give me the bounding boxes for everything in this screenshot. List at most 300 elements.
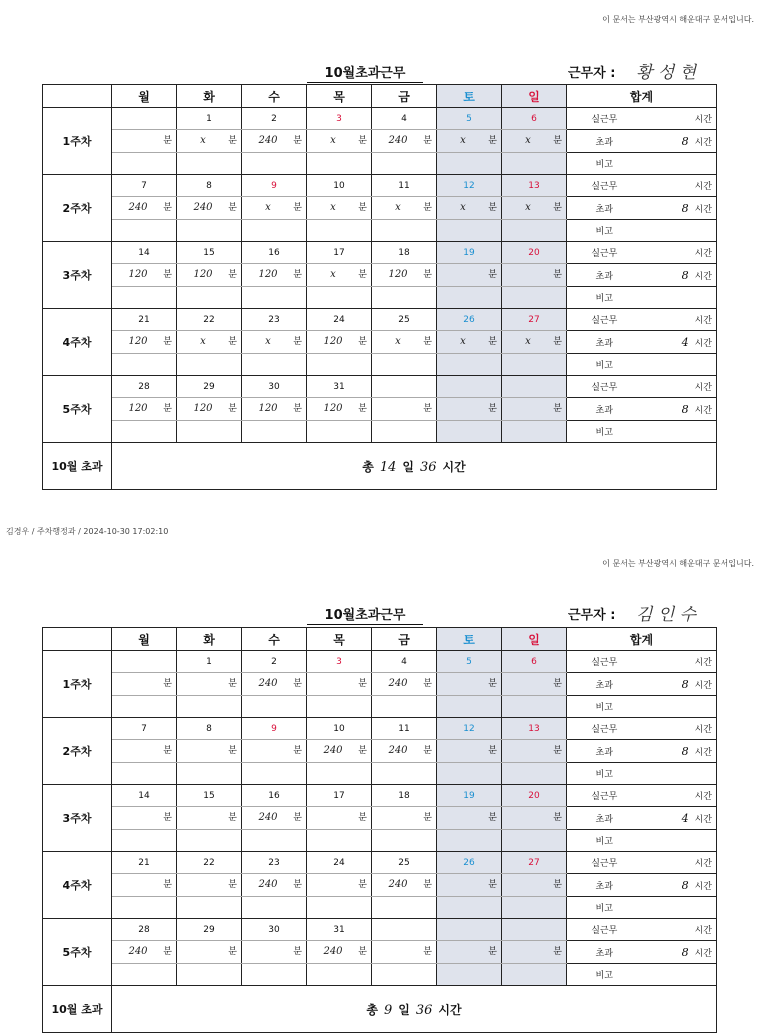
minute-unit: 분 xyxy=(358,337,367,347)
sum-label-note: 비고 xyxy=(567,287,642,309)
handwritten-minutes: x xyxy=(460,336,466,347)
total-days: 14 xyxy=(379,459,397,475)
blank-cell xyxy=(502,696,567,718)
day-number: 2 xyxy=(242,108,307,130)
handwritten-minutes: x xyxy=(265,202,271,213)
minute-unit: 분 xyxy=(358,136,367,146)
day-number: 2 xyxy=(242,651,307,673)
sum-overtime-hours[interactable]: 8 시간 xyxy=(642,130,717,153)
sum-overtime-hours[interactable]: 8 시간 xyxy=(642,740,717,763)
day-number: 20 xyxy=(502,785,567,807)
blank-cell xyxy=(437,421,502,443)
note-cell[interactable] xyxy=(642,153,717,175)
blank-cell xyxy=(242,897,307,919)
minutes-row xyxy=(43,673,717,696)
day-number: 14 xyxy=(112,242,177,264)
day-number: 21 xyxy=(112,852,177,874)
day-number: 7 xyxy=(112,718,177,740)
minutes-cell[interactable] xyxy=(437,941,502,964)
document-notice: 이 문서는 부산광역시 해운대구 문서입니다. xyxy=(602,559,754,568)
minute-unit: 분 xyxy=(358,880,367,890)
minutes-cell[interactable] xyxy=(502,264,567,287)
minutes-cell[interactable] xyxy=(502,197,567,220)
blank-cell xyxy=(112,421,177,443)
day-number: 11 xyxy=(372,175,437,197)
sum-actual-hours: 시간 xyxy=(642,108,717,130)
day-number: 3 xyxy=(307,108,372,130)
day-number: 11 xyxy=(372,718,437,740)
blank-cell xyxy=(112,354,177,376)
minutes-cell[interactable] xyxy=(502,673,567,696)
minute-unit: 분 xyxy=(423,947,432,957)
handwritten-minutes: x xyxy=(200,135,206,146)
day-number: 17 xyxy=(307,242,372,264)
blank-cell xyxy=(242,220,307,242)
day-number: 8 xyxy=(177,175,242,197)
blank-cell xyxy=(502,220,567,242)
sum-overtime-hours[interactable]: 4 시간 xyxy=(642,331,717,354)
handwritten-minutes: x xyxy=(330,135,336,146)
minutes-cell[interactable] xyxy=(437,874,502,897)
minutes-cell[interactable] xyxy=(112,264,177,287)
minute-unit: 분 xyxy=(553,203,562,213)
sum-label-note: 비고 xyxy=(567,763,642,785)
day-number: 8 xyxy=(177,718,242,740)
minutes-cell[interactable] xyxy=(177,673,242,696)
blank-cell xyxy=(242,153,307,175)
minutes-cell[interactable] xyxy=(437,331,502,354)
blank-cell xyxy=(502,354,567,376)
sum-overtime-hours[interactable]: 8 시간 xyxy=(642,398,717,421)
minute-unit: 분 xyxy=(423,337,432,347)
minute-unit: 분 xyxy=(163,337,172,347)
total-summary: 총 9 일 36 시간 xyxy=(112,986,717,1033)
sum-label-note: 비고 xyxy=(567,696,642,718)
blank-cell xyxy=(502,153,567,175)
minute-unit: 분 xyxy=(228,679,237,689)
minute-unit: 분 xyxy=(228,880,237,890)
minute-unit: 분 xyxy=(358,746,367,756)
blank-cell xyxy=(307,830,372,852)
minutes-row xyxy=(43,398,717,421)
minutes-cell[interactable] xyxy=(437,197,502,220)
minute-unit: 분 xyxy=(488,880,497,890)
day-number: 22 xyxy=(177,852,242,874)
minute-unit: 분 xyxy=(553,270,562,280)
minutes-cell[interactable] xyxy=(502,807,567,830)
handwritten-hours: 8 xyxy=(681,878,689,892)
minutes-cell[interactable] xyxy=(242,130,307,153)
minutes-row xyxy=(43,197,717,220)
minutes-row xyxy=(43,130,717,153)
minutes-cell[interactable] xyxy=(242,331,307,354)
blank-cell xyxy=(372,763,437,785)
blank-cell xyxy=(242,354,307,376)
day-number: 4 xyxy=(372,108,437,130)
minutes-cell[interactable] xyxy=(177,941,242,964)
handwritten-minutes: x xyxy=(330,202,336,213)
minutes-cell[interactable] xyxy=(437,398,502,421)
day-number: 28 xyxy=(112,919,177,941)
minutes-cell[interactable] xyxy=(437,673,502,696)
minutes-cell[interactable] xyxy=(177,398,242,421)
blank-cell xyxy=(242,964,307,986)
minute-unit: 분 xyxy=(293,947,302,957)
day-number: 27 xyxy=(502,852,567,874)
blank-cell xyxy=(502,287,567,309)
minute-unit: 분 xyxy=(423,270,432,280)
minutes-cell[interactable] xyxy=(242,673,307,696)
minute-unit: 분 xyxy=(228,746,237,756)
handwritten-minutes: x xyxy=(395,336,401,347)
handwritten-minutes: 120 xyxy=(128,269,148,280)
day-number: 31 xyxy=(307,919,372,941)
sum-overtime-hours[interactable]: 8 시간 xyxy=(642,673,717,696)
week-label: 4주차 xyxy=(43,309,112,376)
minutes-cell[interactable] xyxy=(112,331,177,354)
minutes-cell[interactable] xyxy=(177,807,242,830)
blank-cell xyxy=(177,964,242,986)
day-number: 26 xyxy=(437,852,502,874)
handwritten-minutes: x xyxy=(525,336,531,347)
minutes-cell[interactable] xyxy=(502,740,567,763)
day-number: 30 xyxy=(242,919,307,941)
handwritten-minutes: 240 xyxy=(258,678,278,689)
minutes-cell[interactable] xyxy=(177,197,242,220)
minutes-cell[interactable] xyxy=(372,673,437,696)
day-number: 23 xyxy=(242,852,307,874)
minutes-cell[interactable] xyxy=(242,264,307,287)
minute-unit: 분 xyxy=(293,746,302,756)
weekday-header: 화 xyxy=(177,628,242,651)
weekday-header: 금 xyxy=(372,628,437,651)
minutes-cell[interactable] xyxy=(372,264,437,287)
day-number: 4 xyxy=(372,651,437,673)
blank-cell xyxy=(372,287,437,309)
minute-unit: 분 xyxy=(228,203,237,213)
minutes-cell[interactable] xyxy=(502,941,567,964)
blank-cell xyxy=(437,696,502,718)
sum-overtime-hours[interactable]: 8 시간 xyxy=(642,874,717,897)
minutes-cell[interactable] xyxy=(372,130,437,153)
minutes-cell[interactable] xyxy=(372,331,437,354)
blank-cell xyxy=(112,153,177,175)
minutes-cell[interactable] xyxy=(177,874,242,897)
day-number: 24 xyxy=(307,309,372,331)
handwritten-hours: 4 xyxy=(681,811,689,825)
handwritten-hours: 8 xyxy=(681,201,689,215)
handwritten-minutes: 240 xyxy=(128,946,148,957)
blank-cell xyxy=(307,354,372,376)
day-number: 9 xyxy=(242,718,307,740)
sum-overtime-hours[interactable]: 8 시간 xyxy=(642,264,717,287)
week-label: 2주차 xyxy=(43,718,112,785)
note-row xyxy=(43,153,717,175)
minutes-cell[interactable] xyxy=(307,264,372,287)
minutes-cell[interactable] xyxy=(242,197,307,220)
sum-overtime-hours[interactable]: 8 시간 xyxy=(642,197,717,220)
minutes-cell[interactable] xyxy=(242,740,307,763)
minute-unit: 분 xyxy=(293,270,302,280)
minute-unit: 분 xyxy=(423,880,432,890)
week-label: 4주차 xyxy=(43,852,112,919)
sheet-title: 10월초과근무 xyxy=(307,62,423,83)
worker-label: 근무자 : xyxy=(568,66,616,81)
handwritten-minutes: 120 xyxy=(323,336,343,347)
week-label: 1주차 xyxy=(43,108,112,175)
sum-overtime-hours[interactable]: 4 시간 xyxy=(642,807,717,830)
day-number: 6 xyxy=(502,108,567,130)
minutes-cell[interactable] xyxy=(307,197,372,220)
minute-unit: 분 xyxy=(293,679,302,689)
week-row xyxy=(43,785,717,807)
day-number: 12 xyxy=(437,175,502,197)
note-row xyxy=(43,421,717,443)
sum-label-actual: 실근무 xyxy=(567,919,642,941)
note-cell[interactable] xyxy=(642,964,717,986)
blank-cell xyxy=(177,421,242,443)
minutes-cell[interactable] xyxy=(112,740,177,763)
handwritten-minutes: 120 xyxy=(258,269,278,280)
corner-cell xyxy=(43,85,112,108)
minutes-cell[interactable] xyxy=(502,874,567,897)
week-row xyxy=(43,108,717,130)
minute-unit: 분 xyxy=(553,679,562,689)
minutes-row xyxy=(43,264,717,287)
minutes-cell[interactable] xyxy=(372,807,437,830)
document-notice: 이 문서는 부산광역시 해운대구 문서입니다. xyxy=(602,15,754,24)
minute-unit: 분 xyxy=(553,947,562,957)
minutes-cell[interactable] xyxy=(112,197,177,220)
sum-label-actual: 실근무 xyxy=(567,651,642,673)
minutes-cell[interactable] xyxy=(112,398,177,421)
sum-header: 합계 xyxy=(567,628,717,651)
minutes-cell[interactable] xyxy=(112,941,177,964)
week-label: 1주차 xyxy=(43,651,112,718)
minutes-cell[interactable] xyxy=(242,874,307,897)
day-number: 5 xyxy=(437,651,502,673)
note-cell[interactable] xyxy=(642,287,717,309)
blank-cell xyxy=(437,830,502,852)
minute-unit: 분 xyxy=(553,404,562,414)
minutes-cell[interactable] xyxy=(372,941,437,964)
day-number: 18 xyxy=(372,242,437,264)
note-cell[interactable] xyxy=(642,897,717,919)
minute-unit: 분 xyxy=(488,203,497,213)
day-number: 23 xyxy=(242,309,307,331)
minutes-row xyxy=(43,740,717,763)
worker-label: 근무자 : xyxy=(568,608,616,623)
overtime-table xyxy=(42,627,717,1033)
day-number: 15 xyxy=(177,242,242,264)
weekday-header: 토 xyxy=(437,628,502,651)
minutes-cell[interactable] xyxy=(112,874,177,897)
minutes-cell[interactable] xyxy=(307,331,372,354)
handwritten-minutes: 240 xyxy=(388,745,408,756)
minutes-cell[interactable] xyxy=(112,673,177,696)
minute-unit: 분 xyxy=(163,136,172,146)
week-row xyxy=(43,718,717,740)
minutes-cell[interactable] xyxy=(307,130,372,153)
blank-cell xyxy=(242,763,307,785)
minutes-cell[interactable] xyxy=(372,874,437,897)
minute-unit: 분 xyxy=(293,813,302,823)
blank-cell xyxy=(242,830,307,852)
day-number xyxy=(502,376,567,398)
minutes-cell[interactable] xyxy=(372,740,437,763)
week-row xyxy=(43,919,717,941)
week-label: 5주차 xyxy=(43,919,112,986)
minute-unit: 분 xyxy=(293,337,302,347)
blank-cell xyxy=(307,287,372,309)
handwritten-minutes: 240 xyxy=(323,745,343,756)
handwritten-minutes: 120 xyxy=(128,336,148,347)
handwritten-minutes: 240 xyxy=(388,678,408,689)
minutes-cell[interactable] xyxy=(502,130,567,153)
minute-unit: 분 xyxy=(163,947,172,957)
note-cell[interactable] xyxy=(642,220,717,242)
blank-cell xyxy=(112,897,177,919)
minutes-cell[interactable] xyxy=(177,130,242,153)
blank-cell xyxy=(177,763,242,785)
handwritten-hours: 8 xyxy=(681,945,689,959)
minutes-cell[interactable] xyxy=(437,264,502,287)
sum-label-overtime: 초과 xyxy=(567,331,642,354)
weekday-header: 목 xyxy=(307,628,372,651)
minutes-row xyxy=(43,331,717,354)
minute-unit: 분 xyxy=(423,679,432,689)
handwritten-hours: 8 xyxy=(681,134,689,148)
day-number: 10 xyxy=(307,175,372,197)
minutes-cell[interactable] xyxy=(307,740,372,763)
blank-cell xyxy=(437,964,502,986)
minutes-cell[interactable] xyxy=(502,398,567,421)
sum-actual-hours: 시간 xyxy=(642,309,717,331)
minute-unit: 분 xyxy=(163,746,172,756)
week-label: 3주차 xyxy=(43,242,112,309)
minute-unit: 분 xyxy=(488,337,497,347)
sum-actual-hours: 시간 xyxy=(642,175,717,197)
minutes-cell[interactable] xyxy=(307,673,372,696)
minutes-cell[interactable] xyxy=(112,807,177,830)
minutes-cell[interactable] xyxy=(242,398,307,421)
minutes-cell[interactable] xyxy=(372,197,437,220)
minutes-cell[interactable] xyxy=(177,740,242,763)
minute-unit: 분 xyxy=(358,270,367,280)
minutes-cell[interactable] xyxy=(242,941,307,964)
handwritten-minutes: 120 xyxy=(323,403,343,414)
blank-cell xyxy=(502,763,567,785)
blank-cell xyxy=(177,830,242,852)
blank-cell xyxy=(372,421,437,443)
minute-unit: 분 xyxy=(553,813,562,823)
sum-label-overtime: 초과 xyxy=(567,197,642,220)
total-label: 10월 초과 xyxy=(43,443,112,490)
minutes-row xyxy=(43,874,717,897)
handwritten-minutes: x xyxy=(265,336,271,347)
minutes-cell[interactable] xyxy=(177,331,242,354)
handwritten-minutes: 240 xyxy=(193,202,213,213)
day-number: 26 xyxy=(437,309,502,331)
minutes-cell[interactable] xyxy=(437,740,502,763)
note-cell[interactable] xyxy=(642,830,717,852)
minute-unit: 분 xyxy=(488,404,497,414)
sum-label-actual: 실근무 xyxy=(567,376,642,398)
minute-unit: 분 xyxy=(163,404,172,414)
blank-cell xyxy=(372,220,437,242)
minutes-cell[interactable] xyxy=(177,264,242,287)
note-cell[interactable] xyxy=(642,354,717,376)
day-number: 19 xyxy=(437,785,502,807)
minutes-cell[interactable] xyxy=(437,130,502,153)
minute-unit: 분 xyxy=(488,813,497,823)
sum-label-actual: 실근무 xyxy=(567,785,642,807)
minute-unit: 분 xyxy=(293,404,302,414)
total-label: 10월 초과 xyxy=(43,986,112,1033)
blank-cell xyxy=(177,220,242,242)
sum-actual-hours: 시간 xyxy=(642,651,717,673)
handwritten-hours: 8 xyxy=(681,677,689,691)
blank-cell xyxy=(372,897,437,919)
minutes-cell[interactable] xyxy=(437,807,502,830)
sum-label-note: 비고 xyxy=(567,354,642,376)
weekday-header: 월 xyxy=(112,85,177,108)
minutes-row xyxy=(43,807,717,830)
minutes-cell[interactable] xyxy=(307,807,372,830)
minute-unit: 분 xyxy=(228,813,237,823)
minutes-cell[interactable] xyxy=(307,398,372,421)
minutes-cell[interactable] xyxy=(372,398,437,421)
blank-cell xyxy=(437,354,502,376)
sum-label-overtime: 초과 xyxy=(567,941,642,964)
blank-cell xyxy=(242,696,307,718)
day-number xyxy=(502,919,567,941)
sum-label-actual: 실근무 xyxy=(567,852,642,874)
handwritten-minutes: 120 xyxy=(193,269,213,280)
blank-cell xyxy=(177,354,242,376)
sum-label-note: 비고 xyxy=(567,897,642,919)
minutes-cell[interactable] xyxy=(307,941,372,964)
day-number: 13 xyxy=(502,718,567,740)
handwritten-minutes: x xyxy=(395,202,401,213)
day-number: 15 xyxy=(177,785,242,807)
handwritten-minutes: 240 xyxy=(258,879,278,890)
blank-cell xyxy=(372,354,437,376)
handwritten-minutes: 120 xyxy=(388,269,408,280)
blank-cell xyxy=(242,287,307,309)
minutes-cell[interactable] xyxy=(112,130,177,153)
blank-cell xyxy=(372,153,437,175)
minute-unit: 분 xyxy=(488,947,497,957)
blank-cell xyxy=(372,830,437,852)
day-number xyxy=(437,376,502,398)
minutes-cell[interactable] xyxy=(307,874,372,897)
minutes-cell[interactable] xyxy=(502,331,567,354)
note-cell[interactable] xyxy=(642,696,717,718)
minutes-cell[interactable] xyxy=(242,807,307,830)
blank-cell xyxy=(502,897,567,919)
day-number: 30 xyxy=(242,376,307,398)
note-cell[interactable] xyxy=(642,421,717,443)
note-cell[interactable] xyxy=(642,763,717,785)
blank-cell xyxy=(437,220,502,242)
minute-unit: 분 xyxy=(488,679,497,689)
minute-unit: 분 xyxy=(423,813,432,823)
blank-cell xyxy=(437,153,502,175)
day-number: 3 xyxy=(307,651,372,673)
week-row xyxy=(43,651,717,673)
sum-overtime-hours[interactable]: 8 시간 xyxy=(642,941,717,964)
